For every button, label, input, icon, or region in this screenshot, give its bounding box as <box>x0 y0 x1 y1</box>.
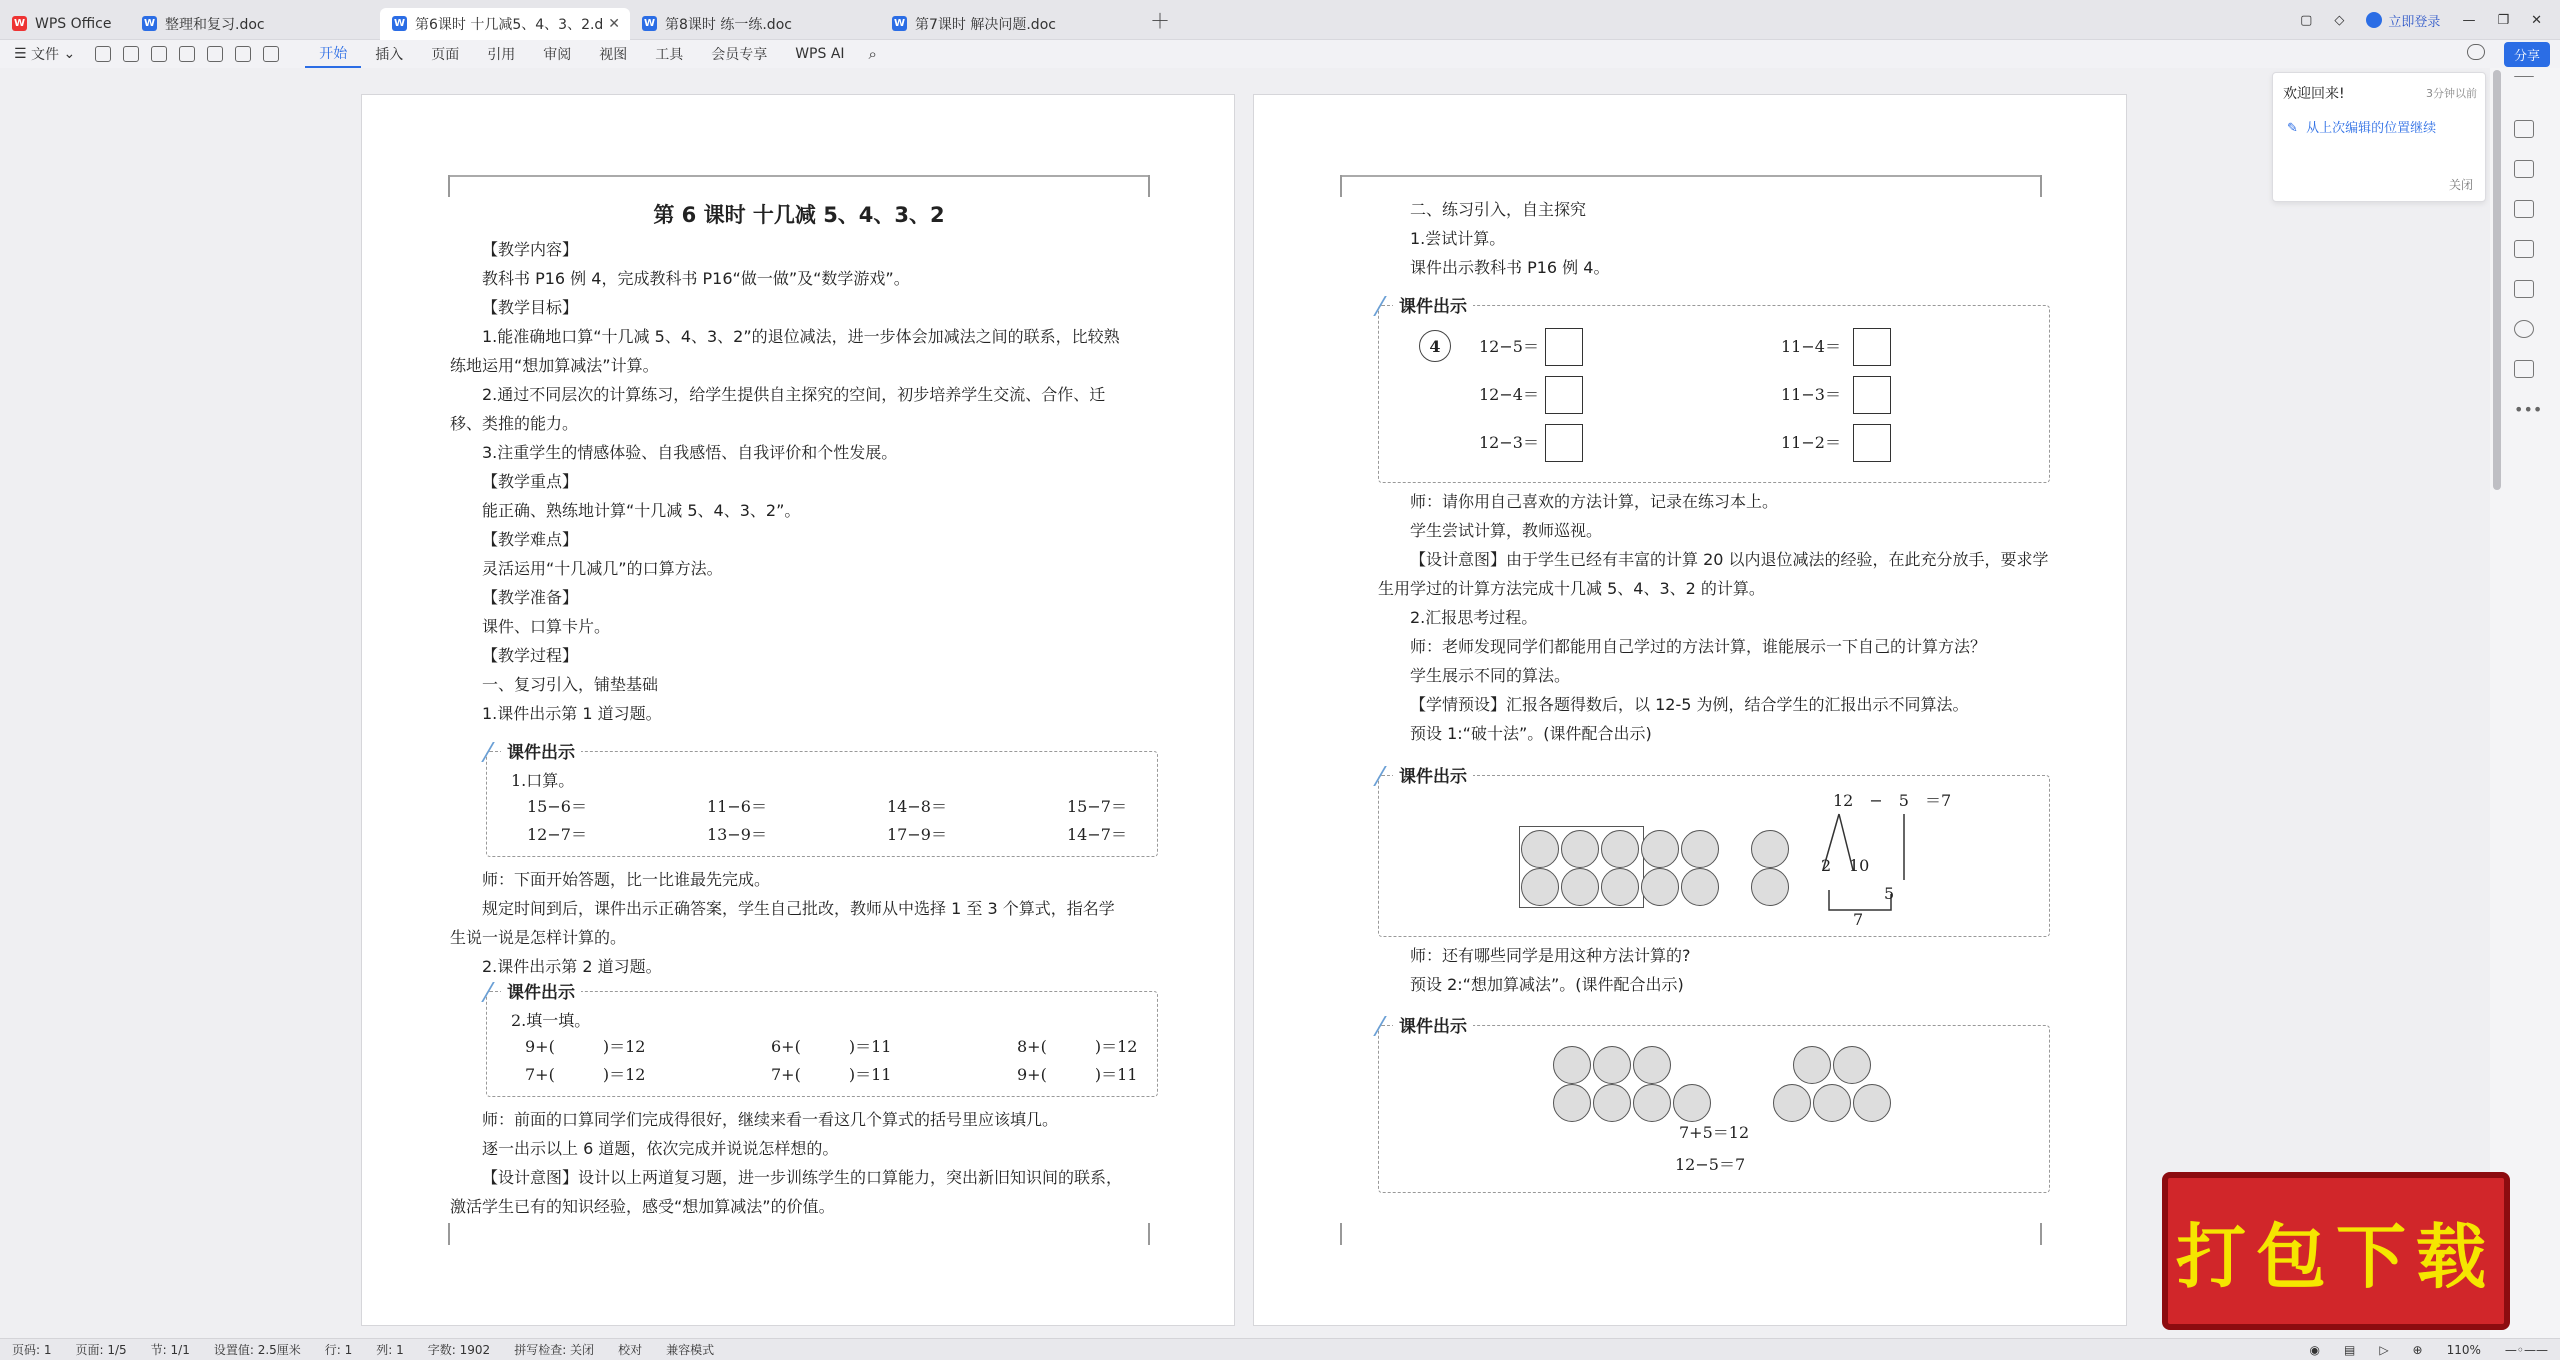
close-window-icon[interactable]: ✕ <box>2531 12 2542 28</box>
answer-box[interactable] <box>1853 376 1891 414</box>
box-label: 课件出示 <box>1393 762 1473 787</box>
header-line <box>1342 175 2040 177</box>
menu-tools[interactable]: 工具 <box>655 47 684 63</box>
box-label: 课件出示 <box>1393 292 1473 317</box>
counter-dot <box>1751 868 1789 906</box>
menu-page[interactable]: 页面 <box>431 47 460 63</box>
word-doc-icon: W <box>393 18 406 29</box>
answer-box[interactable] <box>1853 328 1891 366</box>
menu-member[interactable]: 会员专享 <box>711 47 768 63</box>
counter-dot <box>1633 1084 1671 1122</box>
counter-dot <box>1633 1046 1671 1084</box>
counter-dot <box>1553 1084 1591 1122</box>
counter-dot <box>1681 868 1719 906</box>
search-icon[interactable]: ⌕ <box>868 45 877 63</box>
cursor-icon[interactable] <box>2514 160 2534 178</box>
counter-dot <box>1521 868 1559 906</box>
text-line: 1.能准确地口算“十几减 5、4、3、2”的退位减法，进一步体会加减法之间的联系，比较熟 <box>482 327 1120 346</box>
avatar-icon <box>2366 12 2382 28</box>
equation: 12−3＝ <box>1479 433 1539 452</box>
zoom-level[interactable]: 110% <box>2446 1342 2481 1357</box>
file-menu[interactable]: ☰ 文件 ⌄ <box>14 46 76 63</box>
layout-icon[interactable]: ▢ <box>2300 12 2313 28</box>
text-line: 2.汇报思考过程。 <box>1410 608 1538 627</box>
tab-bar <box>0 0 2560 40</box>
restore-icon[interactable]: ❐ <box>2497 12 2510 28</box>
counter-dot <box>1561 868 1599 906</box>
equation: 17−9＝ <box>887 825 947 844</box>
text-line: 【学情预设】汇报各题得数后，以 12-5 为例，结合学生的汇报出示不同算法。 <box>1410 695 1969 714</box>
text-line: 【教学难点】 <box>482 530 579 549</box>
text-line: 逐一出示以上 6 道题，依次完成并说说怎样想的。 <box>482 1139 839 1158</box>
equation: 7+5＝12 <box>1679 1123 1750 1142</box>
status-row[interactable]: 行: 1 <box>324 1343 353 1357</box>
example-number-badge: 4 <box>1419 330 1451 362</box>
split-result: 7 <box>1853 910 1864 929</box>
window-controls <box>2300 0 2560 40</box>
courseware-box <box>1378 767 2050 937</box>
equation: 12−5＝ <box>1479 337 1539 356</box>
margin-mark <box>1320 1223 1342 1245</box>
menu-home[interactable]: 开始 <box>305 40 361 68</box>
share-icon[interactable] <box>2514 360 2534 378</box>
popup-close-button[interactable]: 关闭 <box>2448 178 2473 192</box>
counter-dot <box>1593 1046 1631 1084</box>
status-pages[interactable]: 页面: 1/5 <box>75 1343 127 1357</box>
zoom-slider[interactable]: —◦—— <box>2504 1342 2548 1357</box>
text-block <box>450 865 1150 981</box>
split-part: 10 <box>1849 856 1870 875</box>
redo-icon[interactable] <box>179 46 195 62</box>
text-line: 【教学过程】 <box>482 646 579 665</box>
equation: 9+( )＝12 <box>525 1037 646 1056</box>
courseware-box <box>1378 297 2050 483</box>
status-col[interactable]: 列: 1 <box>376 1343 404 1357</box>
layout-page-icon[interactable]: ▤ <box>2343 1342 2356 1357</box>
text-line: 激活学生已有的知识经验，感受“想加算减法”的价值。 <box>450 1197 835 1216</box>
counter-dot <box>1673 1084 1711 1122</box>
collapse-icon[interactable] <box>2514 76 2534 78</box>
equation: 9+( )＝11 <box>1017 1065 1138 1084</box>
status-proofread[interactable]: 校对 <box>618 1343 643 1357</box>
cube-icon[interactable]: ◇ <box>2334 12 2345 28</box>
text-line: 师：请你用自己喜欢的方法计算，记录在练习本上。 <box>1410 492 1779 511</box>
split-diagram <box>1819 810 1939 920</box>
counter-dot <box>1751 830 1789 868</box>
header-line <box>450 175 1148 177</box>
equation: 11−2＝ <box>1781 433 1841 452</box>
text-line: 2.通过不同层次的计算练习，给学生提供自主探究的空间，初步培养学生交流、合作、迁 <box>482 385 1106 404</box>
answer-box[interactable] <box>1545 328 1583 366</box>
text-line: 【教学目标】 <box>482 298 579 317</box>
counter-dot <box>1641 868 1679 906</box>
text-line: 移、类推的能力。 <box>450 414 579 433</box>
welcome-popup <box>2272 72 2486 202</box>
equation: 11−4＝ <box>1781 337 1841 356</box>
counter-dot <box>1813 1084 1851 1122</box>
courseware-box <box>486 743 1158 857</box>
document-page-1 <box>361 94 1235 1326</box>
equation: 14−7＝ <box>1067 825 1127 844</box>
play-icon[interactable]: ▷ <box>2379 1342 2389 1357</box>
menu-insert[interactable]: 插入 <box>375 47 404 63</box>
popup-time: 3分钟以前 <box>2426 87 2477 100</box>
equation: 13−9＝ <box>707 825 767 844</box>
image-icon[interactable] <box>263 46 279 62</box>
split-equation: 12 − 5 ＝7 <box>1833 791 1952 810</box>
text-line: 练地运用“想加算减法”计算。 <box>450 356 659 375</box>
eye-icon[interactable]: ◉ <box>2309 1342 2320 1357</box>
text-line: 【设计意图】设计以上两道复习题，进一步训练学生的口算能力，突出新旧知识间的联系， <box>482 1168 1123 1187</box>
counter-dot <box>1521 830 1559 868</box>
text-line: 2.课件出示第 2 道习题。 <box>482 957 662 976</box>
exercise-heading: 1.口算。 <box>511 771 575 790</box>
text-line: 1.尝试计算。 <box>1410 229 1506 248</box>
export-icon[interactable] <box>235 46 251 62</box>
share-button[interactable]: 分享 <box>2504 42 2550 67</box>
equation: 14−8＝ <box>887 797 947 816</box>
minimize-icon[interactable]: — <box>2462 12 2476 28</box>
counter-dot <box>1593 1084 1631 1122</box>
status-section[interactable]: 节: 1/1 <box>150 1343 190 1357</box>
equation: 11−6＝ <box>707 797 767 816</box>
text-block <box>450 1105 1150 1221</box>
text-line: 【教学内容】 <box>482 240 579 259</box>
text-line: 课件出示教科书 P16 例 4。 <box>1410 258 1610 277</box>
undo-icon[interactable] <box>151 46 167 62</box>
counter-dot <box>1601 868 1639 906</box>
page-title: 第 6 课时 十几减 5、4、3、2 <box>653 203 945 227</box>
text-line: 规定时间到后，课件出示正确答案，学生自己批改，教师从中选择 1 至 3 个算式，指名学 <box>482 899 1115 918</box>
courseware-box <box>1378 1017 2050 1193</box>
equation: 7+( )＝12 <box>525 1065 646 1084</box>
help-icon[interactable] <box>2514 320 2534 338</box>
counter-dot <box>1601 830 1639 868</box>
split-part: 2 <box>1821 856 1832 875</box>
equation: 7+( )＝11 <box>771 1065 892 1084</box>
word-doc-icon: W <box>893 18 906 29</box>
ribbon-menu <box>0 40 2560 68</box>
equation: 8+( )＝12 <box>1017 1037 1138 1056</box>
format-icon[interactable] <box>207 46 223 62</box>
menu-review[interactable]: 审阅 <box>543 47 572 63</box>
text-line: 生用学过的计算方法完成十几减 5、4、3、2 的计算。 <box>1378 579 1765 598</box>
box-label: 课件出示 <box>501 978 581 1003</box>
status-wordcount[interactable]: 字数: 1902 <box>427 1343 491 1357</box>
scrollbar[interactable] <box>2493 70 2501 490</box>
text-line: 【设计意图】由于学生已经有丰富的计算 20 以内退位减法的经验，在此充分放手，要求学 <box>1410 550 2049 569</box>
counter-dot <box>1793 1046 1831 1084</box>
text-line: 灵活运用“十几减几”的口算方法。 <box>482 559 723 578</box>
save-icon[interactable] <box>95 46 111 62</box>
text-line: 教科书 P16 例 4，完成教科书 P16“做一做”及“数学游戏”。 <box>482 269 910 288</box>
counter-dot <box>1833 1046 1871 1084</box>
tools-icon[interactable] <box>2514 280 2534 298</box>
text-line: 【教学重点】 <box>482 472 579 491</box>
wps-logo-icon: W <box>13 18 26 29</box>
resume-link[interactable]: ✎ 从上次编辑的位置继续 <box>2287 121 2437 136</box>
settings-icon[interactable] <box>2514 200 2534 218</box>
counter-dot <box>1561 830 1599 868</box>
text-line: 师：老师发现同学们都能用自己学过的方法计算，谁能展示一下自己的计算方法？ <box>1410 637 1987 656</box>
margin-mark <box>428 1223 450 1245</box>
equation: 12−5＝7 <box>1675 1155 1746 1174</box>
login-button[interactable]: 立即登录 <box>2366 11 2440 30</box>
margin-mark <box>1148 1223 1170 1245</box>
text-line: 预设 1:“破十法”。(课件配合出示) <box>1410 724 1652 743</box>
text-block <box>450 235 1150 728</box>
status-compat[interactable]: 兼容模式 <box>666 1343 715 1357</box>
tab-document[interactable]: W 第7课时 解决问题.doc <box>893 16 1056 33</box>
equation: 12−4＝ <box>1479 385 1539 404</box>
counter-dot <box>1773 1084 1811 1122</box>
counter-dot <box>1681 830 1719 868</box>
document-page-2 <box>1253 94 2127 1326</box>
text-line: 师：下面开始答题，比一比谁最先完成。 <box>482 870 771 889</box>
margin-mark <box>2040 1223 2062 1245</box>
split-part: 5 <box>1884 884 1895 903</box>
equation: 15−6＝ <box>527 797 587 816</box>
text-line: 学生展示不同的算法。 <box>1410 666 1571 685</box>
image-icon[interactable] <box>2514 240 2534 258</box>
status-setting[interactable]: 设置值: 2.5厘米 <box>213 1343 301 1357</box>
text-line: 课件、口算卡片。 <box>482 617 611 636</box>
status-spellcheck[interactable]: 拼写检查: 关闭 <box>514 1343 595 1357</box>
exercise-heading: 2.填一填。 <box>511 1011 591 1030</box>
web-icon[interactable]: ⊕ <box>2412 1342 2423 1357</box>
menu-wps-ai[interactable]: WPS AI <box>795 46 845 62</box>
text-line: 【教学准备】 <box>482 588 579 607</box>
box-label: 课件出示 <box>501 738 581 763</box>
tab-document-active[interactable]: W 第6课时 十几减5、4、3、2.d ✕ <box>380 8 630 40</box>
text-block <box>1378 195 2038 282</box>
equation: 15−7＝ <box>1067 797 1127 816</box>
tab-document[interactable]: W 整理和复习.doc <box>143 16 265 33</box>
text-line: 师：前面的口算同学们完成得很好，继续来看一看这几个算式的括号里应该填几。 <box>482 1110 1059 1129</box>
equation: 6+( )＝11 <box>771 1037 892 1056</box>
counter-dot <box>1553 1046 1591 1084</box>
box-label: 课件出示 <box>1393 1012 1473 1037</box>
text-line: 师：还有哪些同学是用这种方法计算的? <box>1410 946 1691 965</box>
margin-mark <box>1148 175 1170 197</box>
equation: 12−7＝ <box>527 825 587 844</box>
close-tab-icon[interactable]: ✕ <box>608 15 620 32</box>
text-line: 生说一说是怎样计算的。 <box>450 928 627 947</box>
status-bar <box>0 1338 2560 1360</box>
menu-view[interactable]: 视图 <box>599 47 628 63</box>
text-line: 1.课件出示第 1 道习题。 <box>482 704 662 723</box>
more-icon[interactable]: ••• <box>2514 400 2543 419</box>
text-line: 能正确、熟练地计算“十几减 5、4、3、2”。 <box>482 501 801 520</box>
word-doc-icon: W <box>143 18 156 29</box>
margin-mark <box>2040 175 2062 197</box>
text-line: 一、复习引入，铺垫基础 <box>482 675 659 694</box>
answer-box[interactable] <box>1545 376 1583 414</box>
word-doc-icon: W <box>643 18 656 29</box>
text-block <box>1378 487 2078 748</box>
tab-wps-office[interactable]: W WPS Office <box>13 15 112 32</box>
text-line: 学生尝试计算，教师巡视。 <box>1410 521 1603 540</box>
equation: 11−3＝ <box>1781 385 1841 404</box>
tab-document[interactable]: W 第8课时 练一练.doc <box>643 16 792 33</box>
popup-title: 欢迎回来! <box>2283 86 2345 102</box>
text-block <box>1378 941 2078 999</box>
print-icon[interactable] <box>123 46 139 62</box>
margin-mark <box>1320 175 1342 197</box>
margin-mark <box>428 175 450 197</box>
courseware-box <box>486 983 1158 1097</box>
status-page[interactable]: 页码: 1 <box>12 1343 52 1357</box>
download-banner[interactable]: 打包下载 <box>2162 1172 2510 1330</box>
edit-icon[interactable] <box>2514 120 2534 138</box>
answer-box[interactable] <box>1545 424 1583 462</box>
menu-reference[interactable]: 引用 <box>487 47 516 63</box>
text-line: 3.注重学生的情感体验、自我感悟、自我评价和个性发展。 <box>482 443 898 462</box>
text-line: 预设 2:“想加算减法”。(课件配合出示) <box>1410 975 1684 994</box>
cloud-icon[interactable] <box>2467 44 2485 60</box>
new-tab-button[interactable]: ＋ <box>1150 9 1170 33</box>
counter-dot <box>1641 830 1679 868</box>
counter-dot <box>1853 1084 1891 1122</box>
text-line: 二、练习引入，自主探究 <box>1410 200 1587 219</box>
answer-box[interactable] <box>1853 424 1891 462</box>
